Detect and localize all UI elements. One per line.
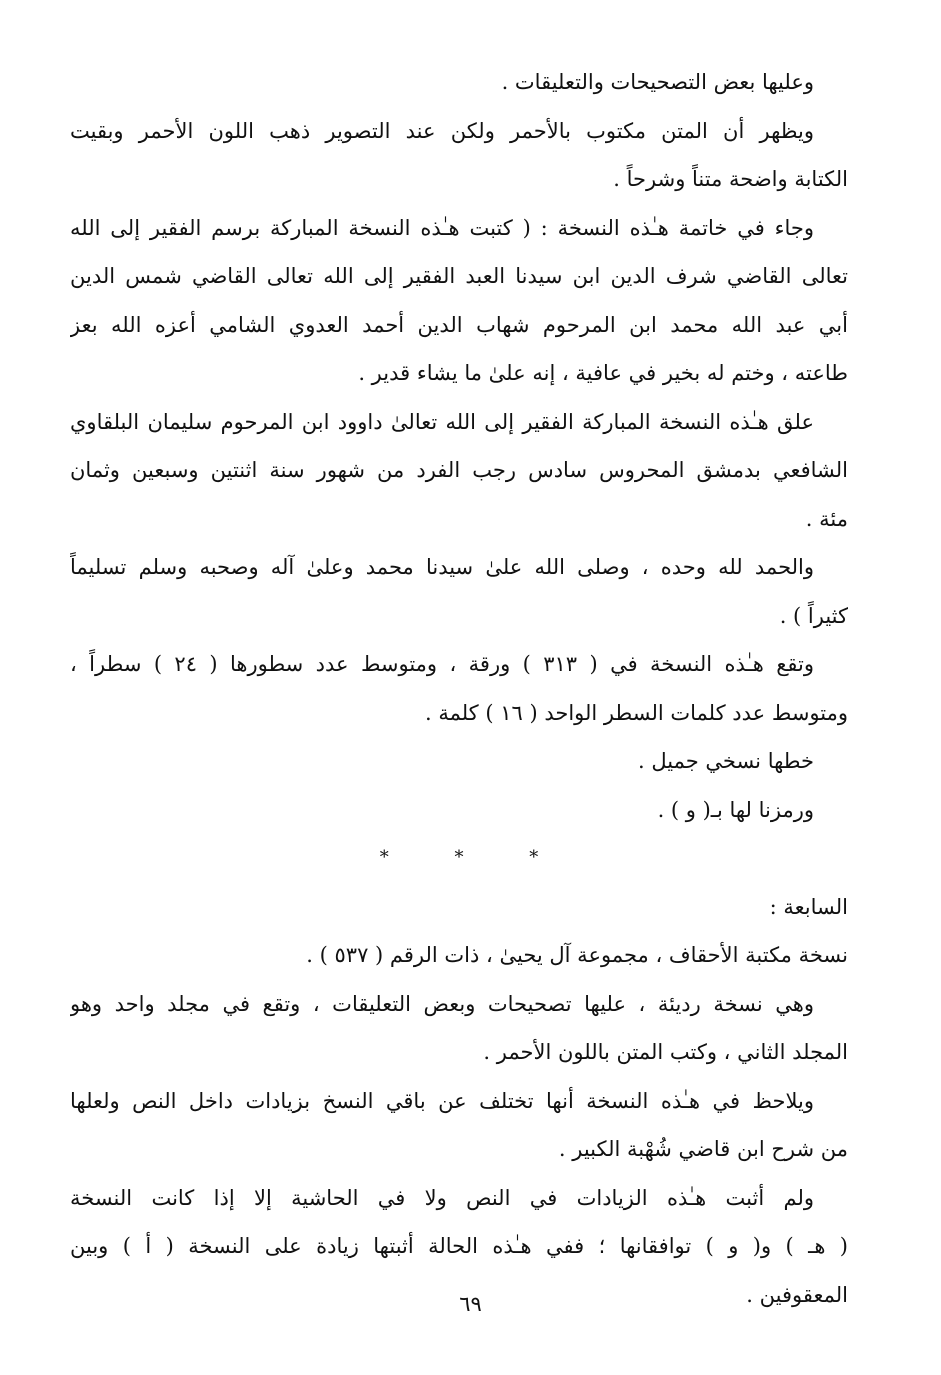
paragraph	[70, 58, 848, 107]
text-line: وعليها بعض التصحيحات والتعليقات .	[501, 70, 814, 94]
paragraphs-before	[70, 58, 848, 834]
text-line: الكتابة واضحة متناً وشرحاً .	[613, 167, 848, 191]
text-line: ولم أثبت هـٰذه الزيادات في النص ولا في الحاشية إلا إذا كانت النسخة	[70, 1185, 814, 1210]
text-line: والحمد لله وحده ، وصلى الله علىٰ سيدنا محمد وعلىٰ آله وصحبه وسلم تسليماً	[70, 555, 814, 579]
section-heading: السابعة :	[769, 894, 848, 919]
text-line: ( هـ ) و( و ) توافقانها ؛ ففي هـٰذه الحالة أثبتها زيادة على النسخة ( أ ) وبين	[70, 1234, 848, 1258]
text-line: نسخة مكتبة الأحقاف ، مجموعة آل يحيىٰ ، ذات الرقم ( ٥٣٧ ) .	[306, 943, 848, 967]
text-line: كثيراً ) .	[779, 603, 848, 628]
paragraph	[70, 737, 848, 786]
paragraphs-after	[70, 931, 848, 1319]
paragraph	[70, 786, 848, 835]
text-line: ومتوسط عدد كلمات السطر الواحد ( ١٦ ) كلمة .	[424, 700, 848, 725]
text-line: وتقع هـٰذه النسخة في ( ٣١٣ ) ورقة ، ومتوسط عدد سطورها ( ٢٤ ) سطراً ،	[70, 652, 814, 676]
paragraph	[70, 543, 848, 640]
paragraph	[70, 931, 848, 980]
text-line: المجلد الثاني ، وكتب المتن باللون الأحمر .	[483, 1040, 848, 1064]
text-line: المعقوفين .	[746, 1282, 848, 1307]
text-line: ويظهر أن المتن مكتوب بالأحمر ولكن عند التصوير ذهب اللون الأحمر وبقيت	[70, 118, 814, 143]
text-line: ورمزنا لها بـ( و ) .	[657, 797, 814, 822]
section-separator: * * *	[379, 847, 569, 868]
text-line: مئة .	[805, 506, 848, 531]
text-line: وجاء في خاتمة هـٰذه النسخة : ( كتبت هـٰذه النسخة المباركة برسم الفقير إلى الله	[70, 215, 814, 240]
text-line: طاعته ، وختم له بخير في عافية ، إنه علىٰ ما يشاء قدير .	[358, 361, 848, 385]
page-body	[70, 58, 848, 1319]
text-line: الشافعي بدمشق المحروس سادس رجب الفرد من شهور سنة اثنتين وسبعين وثمان	[70, 458, 848, 482]
page-number: ٦٩	[459, 1292, 482, 1316]
paragraph	[70, 107, 848, 204]
paragraph	[70, 980, 848, 1077]
text-line: وهي نسخة رديئة ، عليها تصحيحات وبعض التعليقات ، وتقع في مجلد واحد وهو	[70, 991, 814, 1016]
text-line: علق هـٰذه النسخة المباركة الفقير إلى الله تعالىٰ داوود ابن المرحوم سليمان البلقاوي	[70, 409, 814, 434]
text-line: ويلاحظ في هـٰذه النسخة أنها تختلف عن باقي النسخ بزيادات داخل النص ولعلها	[70, 1088, 814, 1113]
text-line: أبي عبد الله محمد ابن المرحوم شهاب الدين أحمد العدوي الشامي أعزه الله بعز	[70, 312, 848, 337]
paragraph	[70, 398, 848, 544]
paragraph	[70, 640, 848, 737]
text-line: خطها نسخي جميل .	[638, 749, 814, 773]
text-line: تعالى القاضي شرف الدين ابن سيدنا العبد الفقير إلى الله تعالى القاضي شمس الدين	[70, 264, 848, 288]
paragraph	[70, 1077, 848, 1174]
paragraph	[70, 204, 848, 398]
text-line: من شرح ابن قاضي شُهْبة الكبير .	[558, 1137, 848, 1161]
